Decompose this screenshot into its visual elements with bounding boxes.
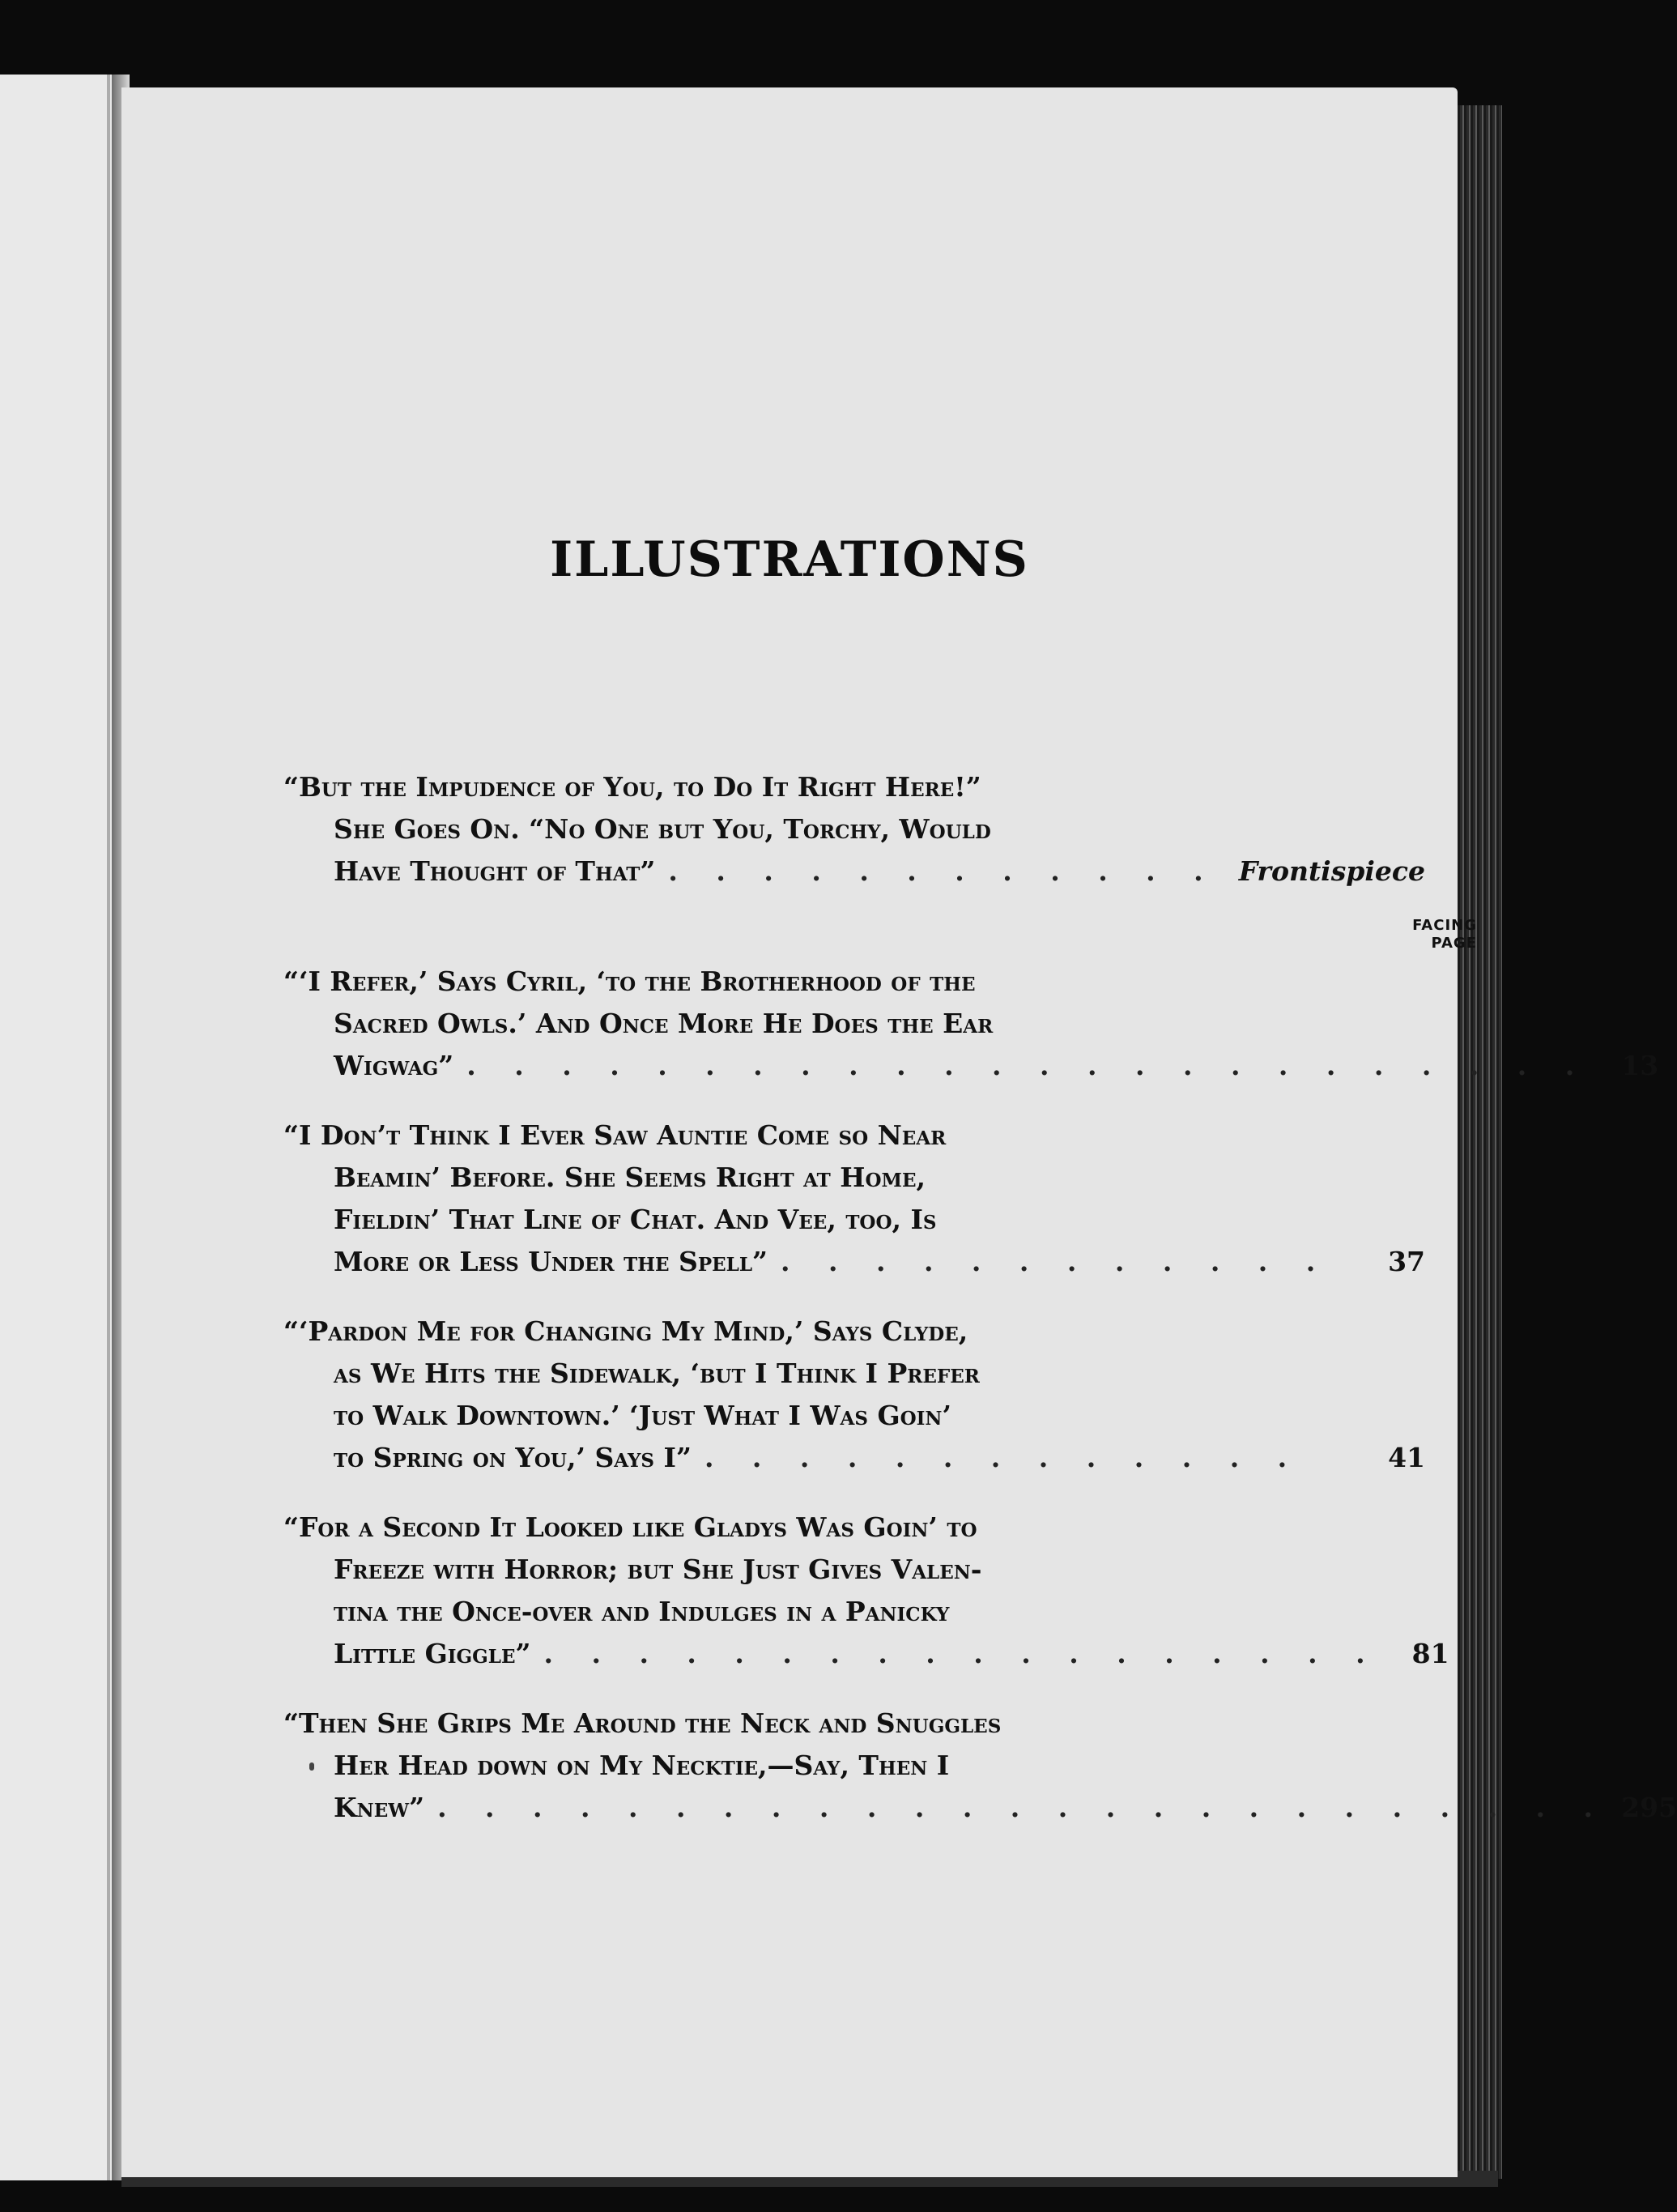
entry-page: 41 bbox=[1388, 1442, 1425, 1473]
entry-last-line bbox=[283, 1241, 1425, 1283]
dot-leader: . . . . . . . . . . . . . . . . . . bbox=[543, 1638, 1380, 1669]
entry-line: Wigwag” bbox=[334, 1050, 454, 1081]
entry-line: Freeze with Horror; but She Just Gives Valen- bbox=[334, 1554, 982, 1585]
ink-speck bbox=[309, 1762, 314, 1771]
list-item bbox=[283, 1115, 1425, 1283]
entry-line: “For a Second It Looked like Gladys Was Goin’ to bbox=[283, 1511, 977, 1543]
entry-last-line bbox=[283, 850, 1425, 893]
dot-leader: . . . . . . . . . . . . bbox=[781, 1246, 1330, 1277]
entry-line: “Then She Grips Me Around the Neck and Snuggles bbox=[283, 1707, 1002, 1739]
illustrations-list bbox=[283, 766, 1677, 1856]
entry-line: She Goes On. “No One but You, Torchy, Would bbox=[334, 813, 991, 845]
entry-last-line bbox=[283, 1045, 1659, 1087]
entry-line: to Walk Downtown.’ ‘Just What I Was Goin’ bbox=[334, 1400, 951, 1431]
page-title: ILLUSTRATIONS bbox=[550, 531, 1029, 588]
list-item bbox=[283, 766, 1425, 893]
entry-last-line bbox=[283, 1787, 1677, 1829]
entry-line: “But the Impudence of You, to Do It Right Here!” bbox=[283, 771, 981, 803]
facing-label-line: FACING bbox=[1412, 917, 1477, 934]
entry-last-line bbox=[283, 1437, 1425, 1479]
entry-page: 37 bbox=[1388, 1246, 1425, 1277]
entry-line: Her Head down on My Necktie,—Say, Then I bbox=[334, 1750, 950, 1781]
entry-line: Little Giggle” bbox=[334, 1638, 531, 1669]
entry-page: 295 bbox=[1621, 1792, 1677, 1823]
list-item bbox=[283, 1507, 1449, 1675]
previous-page-edge bbox=[0, 75, 121, 2180]
entry-line: to Spring on You,’ Says I” bbox=[334, 1442, 692, 1473]
entry-line: Knew” bbox=[334, 1792, 425, 1823]
list-item bbox=[283, 1311, 1425, 1479]
book-page bbox=[121, 87, 1677, 2177]
entry-line: Sacred Owls.’ And Once More He Does the Ear bbox=[334, 1008, 994, 1039]
entry-last-line bbox=[283, 1633, 1449, 1675]
book-page-edges bbox=[1454, 105, 1502, 2179]
entry-line: Beamin’ Before. She Seems Right at Home, bbox=[334, 1161, 926, 1193]
list-item bbox=[283, 917, 1659, 1087]
entry-page: Frontispiece bbox=[1238, 855, 1425, 887]
entry-line: tina the Once-over and Indulges in a Panicky bbox=[334, 1596, 950, 1627]
entry-page: 81 bbox=[1411, 1638, 1449, 1669]
entry-line: “I Don’t Think I Ever Saw Auntie Come so Near bbox=[283, 1119, 947, 1151]
entry-line: Have Thought of That” bbox=[334, 855, 656, 887]
facing-label-line: PAGE bbox=[1431, 935, 1477, 952]
entry-line: More or Less Under the Spell” bbox=[334, 1246, 768, 1277]
dot-leader: . . . . . . . . . . . . . . . . . . . . . . . . bbox=[466, 1050, 1590, 1081]
dot-leader: . . . . . . . . . . . . bbox=[668, 855, 1218, 887]
entry-line: “‘Pardon Me for Changing My Mind,’ Says Clyde, bbox=[283, 1315, 968, 1347]
list-item bbox=[283, 1703, 1677, 1829]
entry-page: 13 bbox=[1621, 1050, 1659, 1081]
dot-leader: . . . . . . . . . . . . . bbox=[704, 1442, 1302, 1473]
entry-line: as We Hits the Sidewalk, ‘but I Think I Prefer bbox=[334, 1357, 980, 1389]
dot-leader: . . . . . . . . . . . . . . . . . . . . . . . . . bbox=[437, 1792, 1608, 1823]
entry-line: Fieldin’ That Line of Chat. And Vee, too, Is bbox=[334, 1204, 937, 1235]
page-fold bbox=[107, 75, 110, 2180]
entry-line: “‘I Refer,’ Says Cyril, ‘to the Brotherhood of the bbox=[283, 965, 976, 997]
facing-page-label bbox=[1412, 917, 1477, 953]
